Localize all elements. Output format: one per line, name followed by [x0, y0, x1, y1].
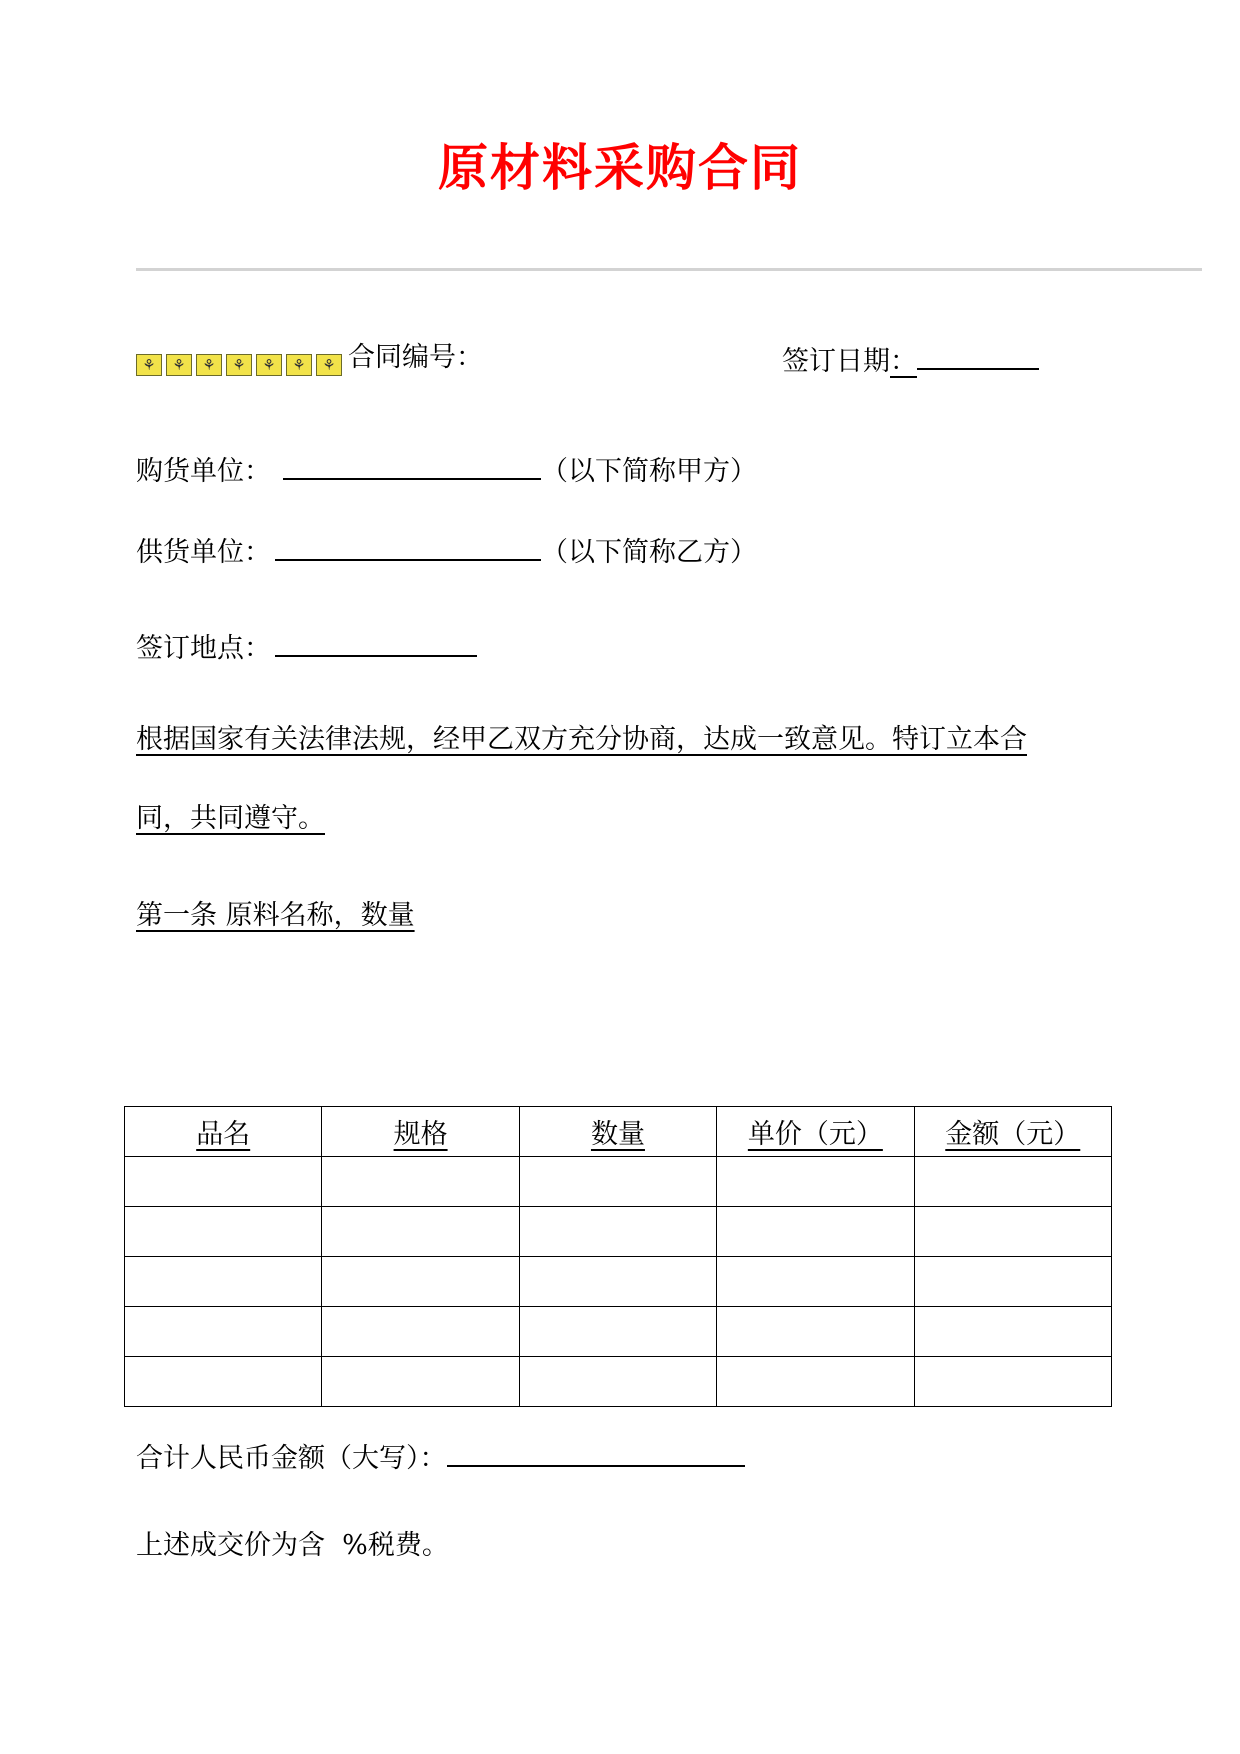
table-cell[interactable]: [322, 1157, 519, 1207]
total-amount-label: 合计人民币金额（大写）：: [136, 1443, 447, 1474]
table-cell[interactable]: [125, 1207, 322, 1257]
header-divider: [136, 268, 1202, 271]
tax-note: 上述成交价为含 %税费。: [136, 1530, 449, 1561]
table-cell[interactable]: [322, 1357, 519, 1407]
table-row: [125, 1357, 1112, 1407]
article1-heading: 第一条 原料名称，数量: [136, 900, 415, 931]
decorative-icon-strip: [136, 344, 346, 380]
table-cell[interactable]: [717, 1357, 914, 1407]
document-title: 原材料采购合同: [438, 139, 802, 197]
table-row: [125, 1257, 1112, 1307]
decorative-icon: ⚘: [256, 354, 282, 376]
table-cell[interactable]: [914, 1157, 1111, 1207]
table-cell[interactable]: [717, 1307, 914, 1357]
buyer-field[interactable]: [283, 450, 541, 480]
table-cell[interactable]: [519, 1307, 716, 1357]
table-cell[interactable]: [322, 1257, 519, 1307]
buyer-suffix: （以下简称甲方）: [541, 456, 757, 487]
header-cell-name: 品名: [125, 1107, 322, 1157]
table-row: [125, 1157, 1112, 1207]
table-cell[interactable]: [125, 1307, 322, 1357]
items-table: [124, 1106, 1112, 1407]
decorative-icon: ⚘: [316, 354, 342, 376]
header-cell-quantity: 数量: [519, 1107, 716, 1157]
supplier-label: 供货单位：: [136, 537, 271, 568]
header-cell-spec: 规格: [322, 1107, 519, 1157]
table-cell[interactable]: [125, 1157, 322, 1207]
table-cell[interactable]: [717, 1207, 914, 1257]
table-row: [125, 1307, 1112, 1357]
buyer-line: [136, 450, 757, 490]
contract-number-label: 合同编号：: [348, 342, 483, 373]
decorative-icon: ⚘: [286, 354, 312, 376]
table-header-row: [125, 1107, 1112, 1157]
table-cell[interactable]: [322, 1207, 519, 1257]
decorative-icon: ⚘: [166, 354, 192, 376]
sign-place-field[interactable]: [275, 627, 477, 657]
header-cell-amount: 金额（元）: [914, 1107, 1111, 1157]
sign-place-line: [136, 627, 477, 667]
decorative-icon: ⚘: [226, 354, 252, 376]
sign-date-colon: ：: [890, 346, 917, 377]
table-cell[interactable]: [125, 1357, 322, 1407]
table-cell[interactable]: [717, 1157, 914, 1207]
intro-paragraph-line2: 同，共同遵守。: [136, 803, 325, 834]
contract-number-line: [136, 340, 483, 380]
header-cell-unit-price: 单价（元）: [717, 1107, 914, 1157]
sign-date-line: [782, 340, 1039, 380]
sign-place-label: 签订地点：: [136, 633, 271, 664]
sign-date-field[interactable]: [917, 340, 1039, 370]
total-amount-line: [136, 1437, 745, 1477]
supplier-line: [136, 531, 757, 571]
table-cell[interactable]: [519, 1257, 716, 1307]
intro-paragraph-line1: 根据国家有关法律法规，经甲乙双方充分协商，达成一致意见。特订立本合: [136, 724, 1027, 755]
table-cell[interactable]: [125, 1257, 322, 1307]
total-amount-field[interactable]: [447, 1437, 745, 1467]
table-cell[interactable]: [914, 1207, 1111, 1257]
table-cell[interactable]: [914, 1257, 1111, 1307]
sign-date-label: 签订日期: [782, 346, 890, 377]
decorative-icon: ⚘: [196, 354, 222, 376]
supplier-field[interactable]: [275, 531, 541, 561]
supplier-suffix: （以下简称乙方）: [541, 537, 757, 568]
table-cell[interactable]: [914, 1357, 1111, 1407]
table-row: [125, 1207, 1112, 1257]
table-cell[interactable]: [519, 1157, 716, 1207]
buyer-label: 购货单位：: [136, 456, 271, 487]
table-cell[interactable]: [519, 1357, 716, 1407]
table-cell[interactable]: [519, 1207, 716, 1257]
decorative-icon: ⚘: [136, 354, 162, 376]
table-cell[interactable]: [914, 1307, 1111, 1357]
table-cell[interactable]: [717, 1257, 914, 1307]
table-cell[interactable]: [322, 1307, 519, 1357]
